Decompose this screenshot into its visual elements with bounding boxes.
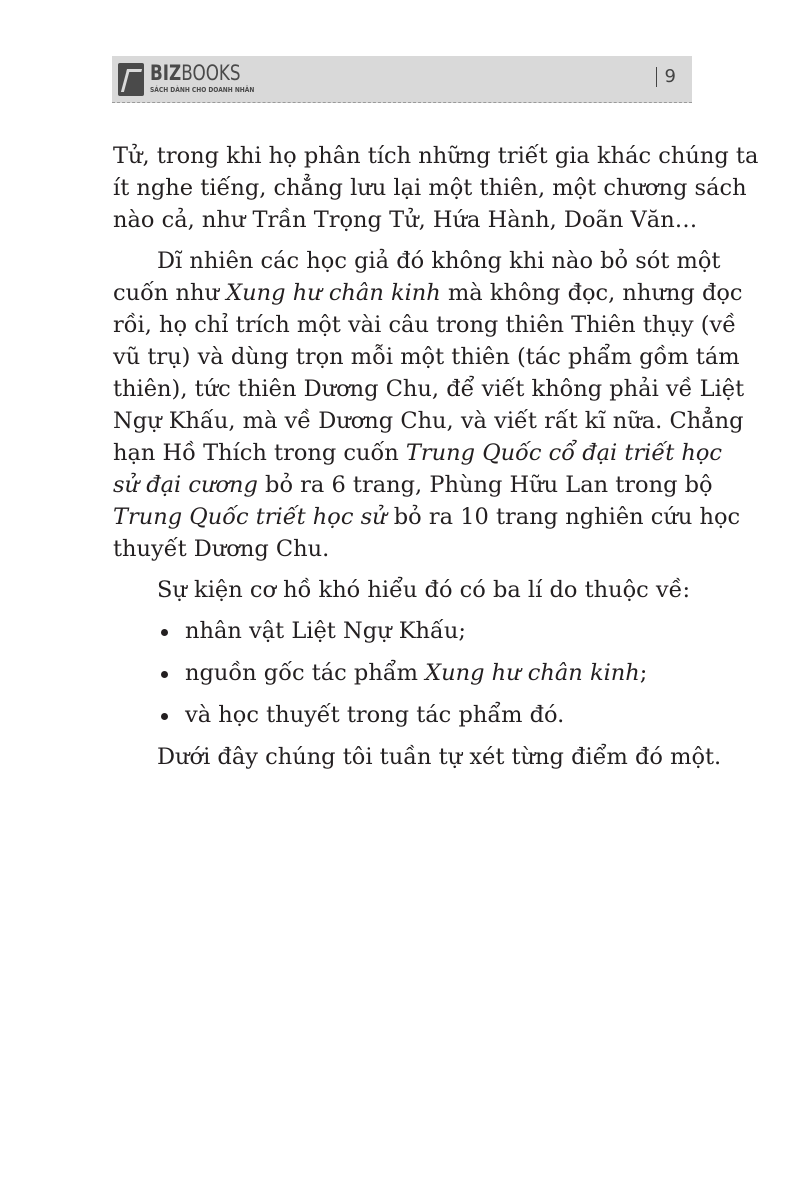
text-line — [113, 140, 759, 172]
body-text — [113, 140, 759, 773]
text-segment: Ngự Khấu, mà về Dương Chu, và viết rất kĩ nữa. Chẳng — [113, 408, 744, 434]
text-segment: thuyết Dương Chu. — [113, 536, 330, 562]
italic-title: sử đại cương — [113, 472, 258, 498]
text-segment: mà không đọc, nhưng đọc — [440, 280, 743, 306]
text-segment: nào cả, như Trần Trọng Tử, Hứa Hành, Doãn Văn… — [113, 207, 698, 233]
paragraphs — [113, 140, 759, 606]
bullet-list — [113, 615, 703, 731]
text-segment: nhân vật Liệt Ngự Khấu; — [185, 618, 466, 644]
text-line — [113, 245, 721, 277]
page-number — [656, 66, 676, 87]
brand-name — [150, 62, 241, 84]
text-line — [113, 373, 745, 405]
text-segment: Tử, trong khi họ phân tích những triết gia khác chúng ta — [113, 143, 759, 169]
italic-title: Trung Quốc cổ đại triết học — [405, 440, 723, 466]
text-line — [113, 469, 713, 501]
list-item — [113, 657, 703, 689]
text-line — [113, 204, 703, 236]
brand-tagline: SÁCH DÀNH CHO DOANH NHÂN — [150, 86, 255, 94]
bullet-icon — [161, 713, 168, 720]
text-line — [113, 309, 737, 341]
paragraph — [113, 574, 703, 606]
italic-title: Xung hư chân kinh — [226, 280, 441, 306]
text-segment: Dĩ nhiên các học giả đó không khi nào bỏ sót một — [157, 248, 721, 274]
brand-bold: BIZ — [150, 61, 182, 85]
text-segment: vũ trụ) và dùng trọn mỗi một thiên (tác phẩm gồm tám — [113, 344, 740, 370]
bizbooks-logo-icon — [118, 63, 144, 96]
text-segment: bỏ ra 6 trang, Phùng Hữu Lan trong bộ — [257, 472, 713, 498]
text-segment: bỏ ra 10 trang nghiên cứu học — [386, 504, 741, 530]
text-segment: và học thuyết trong tác phẩm đó. — [185, 702, 565, 728]
divider — [656, 67, 657, 87]
text-line — [113, 574, 703, 606]
brand-light: BOOKS — [181, 61, 241, 85]
text-line — [113, 501, 741, 533]
text-segment: thiên), tức thiên Dương Chu, để viết không phải về Liệt — [113, 376, 745, 402]
text-segment: cuốn như — [113, 280, 227, 306]
text-line — [113, 405, 744, 437]
italic-title: Xung hư chân kinh — [425, 660, 640, 686]
text-line — [113, 172, 747, 204]
paragraph — [113, 140, 759, 236]
text-segment: rồi, họ chỉ trích một vài câu trong thiên Thiên thụy (về — [113, 312, 737, 338]
text-line — [113, 341, 740, 373]
text-line — [113, 437, 723, 469]
text-segment: Sự kiện cơ hồ khó hiểu đó có ba lí do thuộc về: — [157, 577, 691, 603]
text-segment: ít nghe tiếng, chẳng lưu lại một thiên, một chương sách — [113, 175, 747, 201]
paragraph — [113, 245, 745, 565]
bullet-icon — [161, 671, 168, 678]
text-segment: hạn Hồ Thích trong cuốn — [113, 440, 406, 466]
closing-paragraph: Dưới đây chúng tôi tuần tự xét từng điểm đó một. — [157, 744, 722, 770]
text-segment: nguồn gốc tác phẩm — [185, 660, 426, 686]
italic-title: Trung Quốc triết học sử — [113, 504, 387, 530]
page-number-value: 9 — [664, 66, 676, 87]
page-header — [112, 56, 692, 103]
text-line — [113, 277, 743, 309]
text-segment: ; — [639, 660, 648, 686]
text-line — [113, 533, 703, 565]
list-item — [113, 615, 703, 647]
list-item — [113, 699, 703, 731]
bullet-icon — [161, 629, 168, 636]
